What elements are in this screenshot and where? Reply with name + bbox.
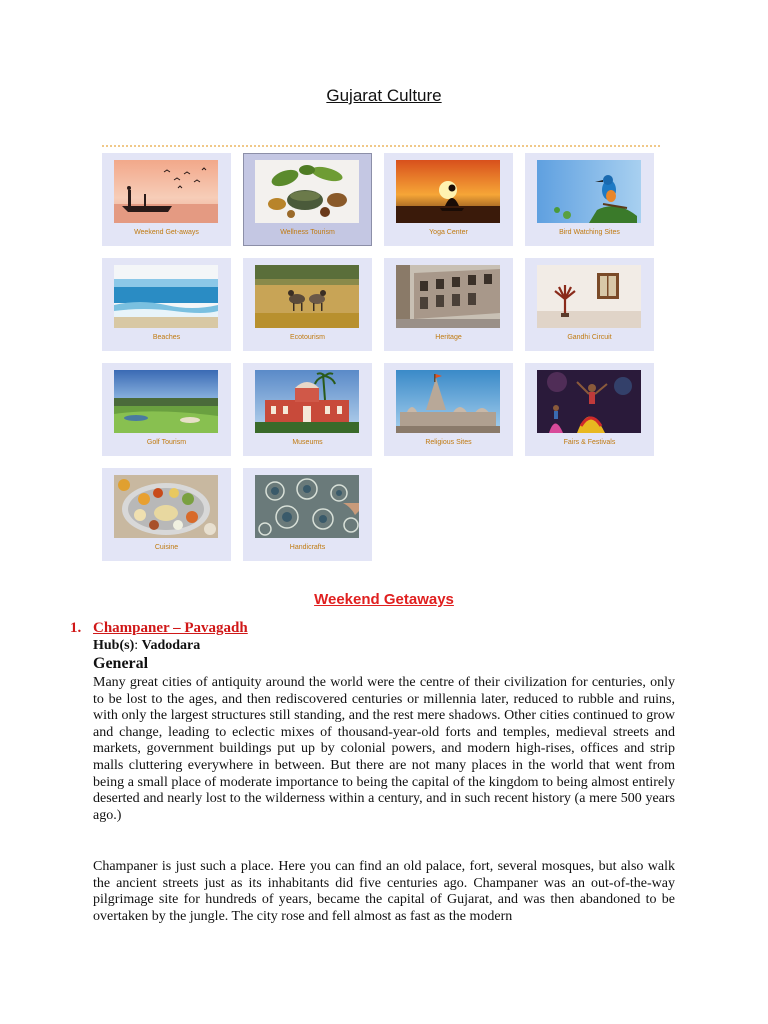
tile-cuisine[interactable] [102, 468, 231, 561]
tile-golf-tourism[interactable] [102, 363, 231, 456]
tile-ecotourism[interactable] [243, 258, 372, 351]
tile-bird-watching-sites[interactable] [525, 153, 654, 246]
tile-label: Museums [292, 439, 323, 446]
tile-label: Ecotourism [289, 334, 325, 341]
tile-fairs-festivals[interactable] [525, 363, 654, 456]
kingfisher-photo [537, 160, 641, 223]
paragraph-intro: Many great cities of antiquity around the world were the centre of their civilization for centuries, only to be lost to the ages, and then rediscovered centuries or millennia later, reduced to rubble and ruins, with only the largest structures still standing, and the rest mere shadows. Other cities continued to grow and change, leading to eclectic mixes of thousand-year-old forts and temples, medieval streets and markets, government buildings put up by colonial powers, and modern high-rises, offices and strip malls cluttering everywhere in between. But there are not many places in the world that went from being a small place of moderate importance to being the capital of the kingdom to being almost entirely deserted and nearly lost to the wilderness within a century, and in such recent history (a mere 500 years ago.) [93, 675, 675, 823]
tile-label: Yoga Center [429, 229, 468, 236]
tourism-category-grid [102, 153, 654, 561]
hub-line: Hub(s): Vadodara [93, 638, 201, 653]
hub-label: Hub(s) [93, 638, 135, 653]
wildlife-grassland-photo [255, 265, 359, 328]
section-title: Weekend Getaways [314, 591, 454, 608]
page-title: Gujarat Culture [326, 86, 442, 105]
destination-title-link[interactable]: Champaner – Pavagadh [93, 620, 248, 636]
tile-yoga-center[interactable] [384, 153, 513, 246]
tile-label: Gandhi Circuit [567, 334, 612, 341]
tile-label: Cuisine [154, 544, 179, 551]
tile-gandhi-circuit[interactable] [525, 258, 654, 351]
golf-course-photo [114, 370, 218, 433]
beach-waves-photo [114, 265, 218, 328]
tile-heritage[interactable] [384, 258, 513, 351]
tile-label: Heritage [435, 334, 462, 341]
garba-dancer-photo [537, 370, 641, 433]
palace-museum-photo [255, 370, 359, 433]
list-item-number: 1. [70, 620, 82, 636]
tile-label: Bird Watching Sites [559, 229, 620, 236]
temple-photo [396, 370, 500, 433]
herbs-mortar-photo [255, 160, 359, 223]
tile-beaches[interactable] [102, 258, 231, 351]
gandhi-house-photo [537, 265, 641, 328]
tile-handicrafts[interactable] [243, 468, 372, 561]
hub-value: Vadodara [141, 638, 201, 653]
tile-label: Religious Sites [425, 439, 472, 446]
textile-craft-photo [255, 475, 359, 538]
heritage-street-photo [396, 265, 500, 328]
tile-label: Handicrafts [289, 544, 326, 551]
tile-label: Fairs & Festivals [563, 439, 616, 446]
boat-sunset-photo [114, 160, 218, 223]
dotted-divider [102, 145, 660, 147]
tile-label: Weekend Get-aways [134, 229, 199, 236]
tile-religious-sites[interactable] [384, 363, 513, 456]
paragraph-champaner: Champaner is just such a place. Here you can find an old palace, fort, several mosques, but also walk the ancient streets just as its inhabitants did five centuries ago. Champaner was an out-of-the-way pilgrimage site for hundreds of years, became the capital of Gujarat, and was then abandoned to be overtaken by the jungle. The city rose and fell almost as fast as the modern [93, 859, 675, 924]
tile-label: Beaches [152, 334, 181, 341]
tile-weekend-getaways[interactable] [102, 153, 231, 246]
general-heading: General [93, 655, 149, 672]
tile-wellness-tourism[interactable] [243, 153, 372, 246]
yoga-sunset-photo [396, 160, 500, 223]
thali-photo [114, 475, 218, 538]
tile-label: Wellness Tourism [280, 229, 335, 236]
tile-museums[interactable] [243, 363, 372, 456]
tile-label: Golf Tourism [146, 439, 187, 446]
